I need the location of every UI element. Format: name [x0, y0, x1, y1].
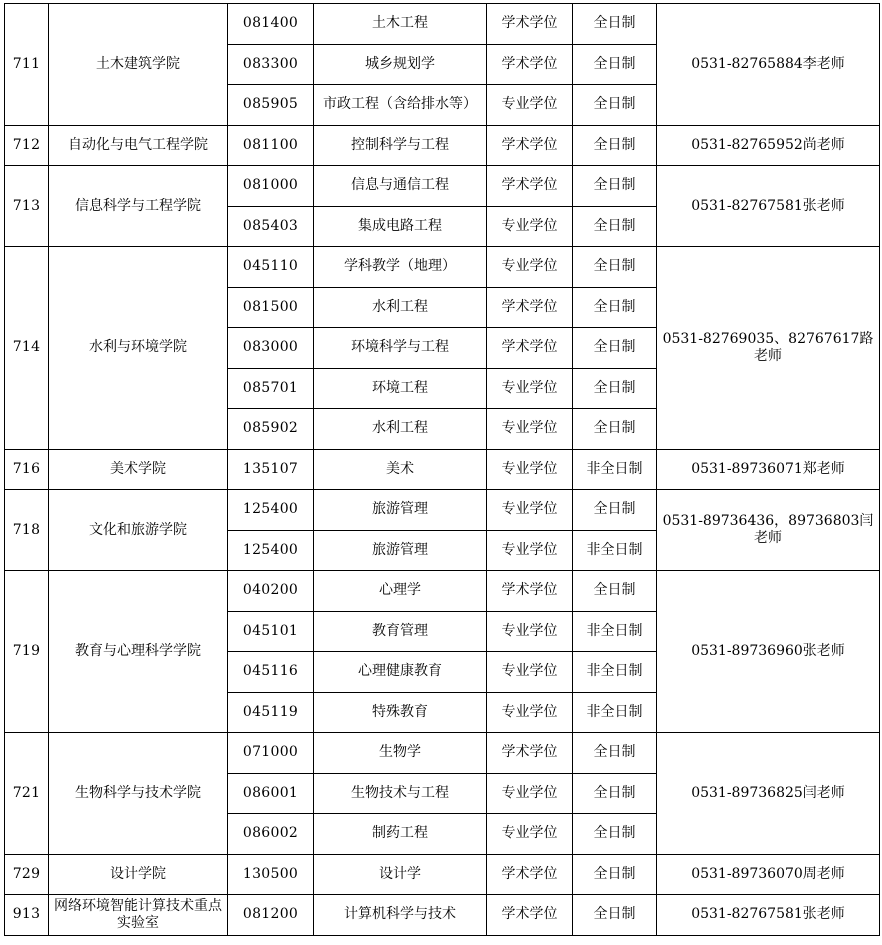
major-code-cell: 085905 [228, 85, 314, 126]
major-code-cell: 045101 [228, 611, 314, 652]
major-code-cell: 040200 [228, 571, 314, 612]
degree-type-cell: 专业学位 [487, 449, 573, 490]
study-mode-cell: 全日制 [573, 733, 657, 774]
admissions-table [4, 3, 880, 936]
major-name-cell: 旅游管理 [314, 530, 487, 571]
college-code-cell: 713 [5, 166, 49, 247]
contact-cell: 0531-82765952尚老师 [657, 125, 880, 166]
major-code-cell: 085701 [228, 368, 314, 409]
study-mode-cell: 全日制 [573, 206, 657, 247]
study-mode-cell: 非全日制 [573, 692, 657, 733]
major-code-cell: 081100 [228, 125, 314, 166]
degree-type-cell: 学术学位 [487, 328, 573, 369]
degree-type-cell: 专业学位 [487, 530, 573, 571]
major-code-cell: 125400 [228, 530, 314, 571]
table-row [5, 490, 880, 531]
degree-type-cell: 学术学位 [487, 895, 573, 936]
study-mode-cell: 全日制 [573, 814, 657, 855]
major-name-cell: 生物技术与工程 [314, 773, 487, 814]
contact-cell: 0531-89736071郑老师 [657, 449, 880, 490]
table-row [5, 247, 880, 288]
contact-cell: 0531-89736070周老师 [657, 854, 880, 895]
college-code-cell: 729 [5, 854, 49, 895]
study-mode-cell: 全日制 [573, 85, 657, 126]
degree-type-cell: 专业学位 [487, 206, 573, 247]
degree-type-cell: 学术学位 [487, 125, 573, 166]
degree-type-cell: 学术学位 [487, 733, 573, 774]
major-name-cell: 特殊教育 [314, 692, 487, 733]
college-name-cell: 信息科学与工程学院 [49, 166, 228, 247]
study-mode-cell: 全日制 [573, 895, 657, 936]
degree-type-cell: 学术学位 [487, 4, 573, 45]
study-mode-cell: 全日制 [573, 490, 657, 531]
college-name-cell: 自动化与电气工程学院 [49, 125, 228, 166]
contact-cell: 0531-89736960张老师 [657, 571, 880, 733]
degree-type-cell: 学术学位 [487, 854, 573, 895]
college-name-cell: 文化和旅游学院 [49, 490, 228, 571]
study-mode-cell: 全日制 [573, 287, 657, 328]
college-code-cell: 716 [5, 449, 49, 490]
college-name-cell: 网络环境智能计算技术重点实验室 [49, 895, 228, 936]
college-code-cell: 712 [5, 125, 49, 166]
major-code-cell: 135107 [228, 449, 314, 490]
degree-type-cell: 专业学位 [487, 611, 573, 652]
major-name-cell: 旅游管理 [314, 490, 487, 531]
contact-cell: 0531-89736436，89736803闫老师 [657, 490, 880, 571]
major-code-cell: 071000 [228, 733, 314, 774]
major-code-cell: 081500 [228, 287, 314, 328]
study-mode-cell: 全日制 [573, 368, 657, 409]
degree-type-cell: 专业学位 [487, 773, 573, 814]
study-mode-cell: 全日制 [573, 247, 657, 288]
study-mode-cell: 全日制 [573, 44, 657, 85]
degree-type-cell: 专业学位 [487, 368, 573, 409]
major-name-cell: 控制科学与工程 [314, 125, 487, 166]
contact-cell: 0531-82767581张老师 [657, 166, 880, 247]
study-mode-cell: 非全日制 [573, 611, 657, 652]
degree-type-cell: 学术学位 [487, 166, 573, 207]
degree-type-cell: 专业学位 [487, 814, 573, 855]
table-row [5, 449, 880, 490]
college-code-cell: 714 [5, 247, 49, 450]
major-code-cell: 045110 [228, 247, 314, 288]
major-name-cell: 学科教学（地理） [314, 247, 487, 288]
major-code-cell: 086002 [228, 814, 314, 855]
major-code-cell: 085403 [228, 206, 314, 247]
major-name-cell: 水利工程 [314, 409, 487, 450]
table-row [5, 166, 880, 207]
table-row [5, 4, 880, 45]
study-mode-cell: 全日制 [573, 4, 657, 45]
table-row [5, 895, 880, 936]
college-code-cell: 719 [5, 571, 49, 733]
major-code-cell: 130500 [228, 854, 314, 895]
major-code-cell: 081200 [228, 895, 314, 936]
study-mode-cell: 全日制 [573, 773, 657, 814]
degree-type-cell: 学术学位 [487, 44, 573, 85]
major-code-cell: 083000 [228, 328, 314, 369]
table-body [5, 4, 880, 936]
college-name-cell: 教育与心理科学学院 [49, 571, 228, 733]
major-name-cell: 计算机科学与技术 [314, 895, 487, 936]
major-name-cell: 土木工程 [314, 4, 487, 45]
college-name-cell: 美术学院 [49, 449, 228, 490]
major-code-cell: 081000 [228, 166, 314, 207]
degree-type-cell: 专业学位 [487, 247, 573, 288]
study-mode-cell: 非全日制 [573, 652, 657, 693]
major-name-cell: 城乡规划学 [314, 44, 487, 85]
study-mode-cell: 全日制 [573, 409, 657, 450]
study-mode-cell: 全日制 [573, 328, 657, 369]
degree-type-cell: 专业学位 [487, 652, 573, 693]
table-row [5, 733, 880, 774]
study-mode-cell: 全日制 [573, 571, 657, 612]
college-code-cell: 913 [5, 895, 49, 936]
major-code-cell: 045119 [228, 692, 314, 733]
major-name-cell: 心理学 [314, 571, 487, 612]
degree-type-cell: 专业学位 [487, 490, 573, 531]
degree-type-cell: 专业学位 [487, 85, 573, 126]
study-mode-cell: 非全日制 [573, 449, 657, 490]
college-code-cell: 721 [5, 733, 49, 855]
major-code-cell: 083300 [228, 44, 314, 85]
major-code-cell: 086001 [228, 773, 314, 814]
major-name-cell: 水利工程 [314, 287, 487, 328]
major-name-cell: 环境科学与工程 [314, 328, 487, 369]
major-name-cell: 市政工程（含给排水等） [314, 85, 487, 126]
major-name-cell: 环境工程 [314, 368, 487, 409]
major-code-cell: 081400 [228, 4, 314, 45]
college-code-cell: 718 [5, 490, 49, 571]
study-mode-cell: 全日制 [573, 166, 657, 207]
degree-type-cell: 学术学位 [487, 287, 573, 328]
major-name-cell: 教育管理 [314, 611, 487, 652]
college-code-cell: 711 [5, 4, 49, 126]
degree-type-cell: 专业学位 [487, 692, 573, 733]
college-name-cell: 水利与环境学院 [49, 247, 228, 450]
table-row [5, 571, 880, 612]
major-name-cell: 生物学 [314, 733, 487, 774]
major-name-cell: 美术 [314, 449, 487, 490]
college-name-cell: 土木建筑学院 [49, 4, 228, 126]
major-code-cell: 085902 [228, 409, 314, 450]
study-mode-cell: 全日制 [573, 854, 657, 895]
contact-cell: 0531-82767581张老师 [657, 895, 880, 936]
contact-cell: 0531-82769035、82767617路老师 [657, 247, 880, 450]
major-code-cell: 125400 [228, 490, 314, 531]
major-name-cell: 集成电路工程 [314, 206, 487, 247]
major-name-cell: 设计学 [314, 854, 487, 895]
study-mode-cell: 非全日制 [573, 530, 657, 571]
table-row [5, 854, 880, 895]
table-row [5, 125, 880, 166]
degree-type-cell: 专业学位 [487, 409, 573, 450]
degree-type-cell: 学术学位 [487, 571, 573, 612]
study-mode-cell: 全日制 [573, 125, 657, 166]
major-name-cell: 制药工程 [314, 814, 487, 855]
college-name-cell: 生物科学与技术学院 [49, 733, 228, 855]
contact-cell: 0531-82765884李老师 [657, 4, 880, 126]
major-code-cell: 045116 [228, 652, 314, 693]
major-name-cell: 心理健康教育 [314, 652, 487, 693]
major-name-cell: 信息与通信工程 [314, 166, 487, 207]
college-name-cell: 设计学院 [49, 854, 228, 895]
contact-cell: 0531-89736825闫老师 [657, 733, 880, 855]
